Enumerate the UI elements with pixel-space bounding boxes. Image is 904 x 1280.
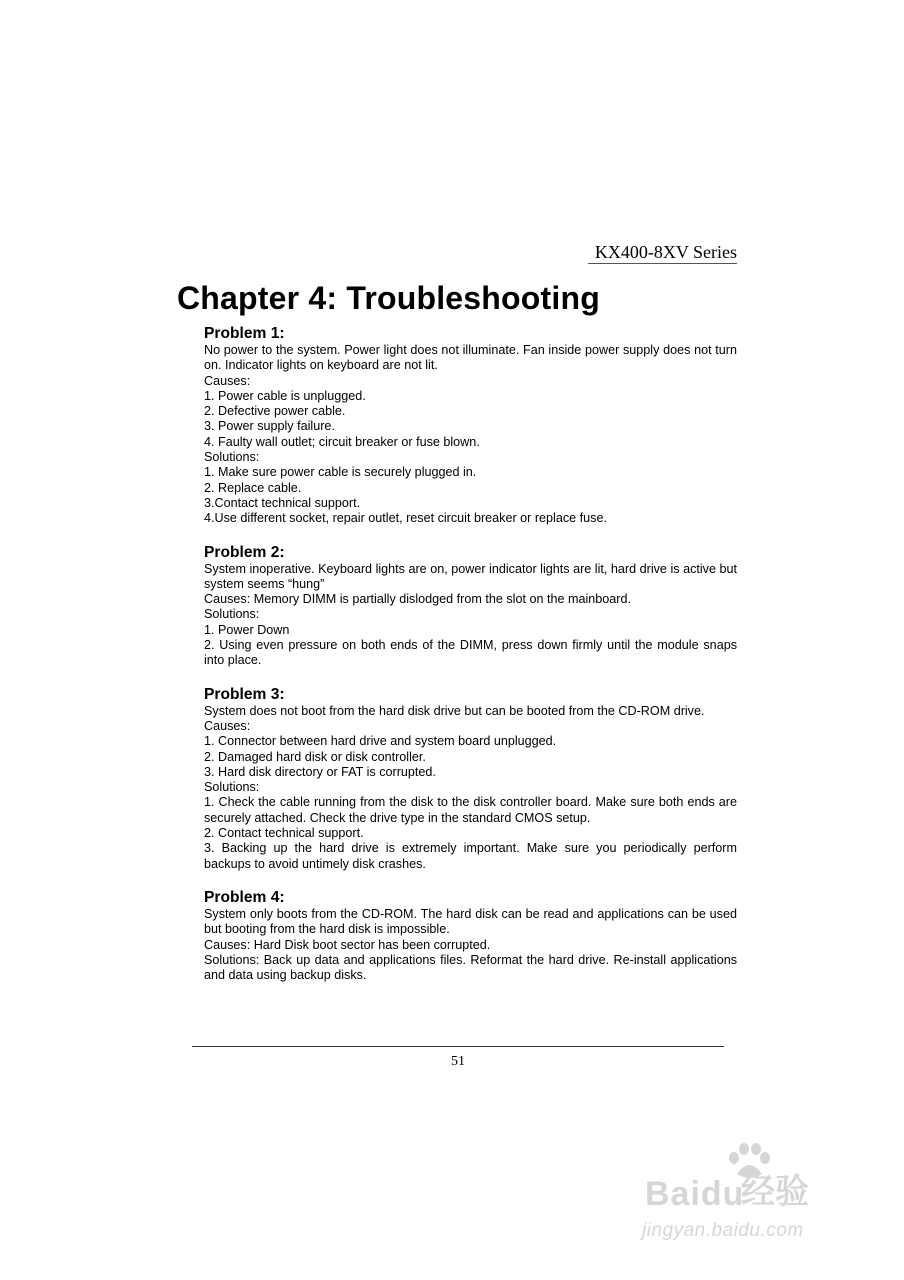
cause-item: 4. Faulty wall outlet; circuit breaker or fuse blown. xyxy=(204,434,480,449)
causes-line: Causes: Memory DIMM is partially dislodged from the slot on the mainboard. xyxy=(204,592,631,607)
watermark-url: jingyan.baidu.com xyxy=(642,1220,804,1241)
causes-line: Causes: Hard Disk boot sector has been corrupted. xyxy=(204,937,491,952)
problem-1 xyxy=(204,325,737,527)
watermark-product: 经验 xyxy=(741,1173,809,1211)
solutions-label: Solutions: xyxy=(204,450,260,465)
series-header: KX400-8XV Series xyxy=(588,241,737,264)
cause-item: 1. Connector between hard drive and system board unplugged. xyxy=(204,734,557,749)
cause-item: 1. Power cable is unplugged. xyxy=(204,388,366,403)
problem-title: Problem 2: xyxy=(204,543,285,561)
solution-item: 1. Make sure power cable is securely plugged in. xyxy=(204,465,477,480)
watermark-logo-row xyxy=(645,1170,860,1218)
causes-list xyxy=(204,734,737,780)
solution-item: 2. Replace cable. xyxy=(204,480,302,495)
problem-description: System does not boot from the hard disk drive but can be booted from the CD-ROM drive. xyxy=(204,703,705,718)
problem-title: Problem 4: xyxy=(204,888,285,906)
watermark-brand: Baidu xyxy=(645,1175,745,1213)
cause-item: 3. Power supply failure. xyxy=(204,419,335,434)
solution-item: 1. Power Down xyxy=(204,622,290,637)
solution-item: 2. Contact technical support. xyxy=(204,826,364,841)
solutions-label: Solutions: xyxy=(204,607,260,622)
chapter-title: Chapter 4: Troubleshooting xyxy=(177,280,600,316)
solutions-list xyxy=(204,795,737,871)
footer-divider xyxy=(192,1046,724,1047)
solutions-list xyxy=(204,623,737,669)
solutions-label: Solutions: xyxy=(204,780,260,795)
solution-item: 3. Backing up the hard drive is extremely important. Make sure you periodically perform backups to avoid untimely disk crashes. xyxy=(204,841,737,871)
causes-label: Causes: xyxy=(204,718,251,733)
problem-3 xyxy=(204,686,737,872)
solutions-line: Solutions: Back up data and applications files. Reformat the hard drive. Re-install applications and data using backup disks. xyxy=(204,952,737,983)
solution-item: 2. Using even pressure on both ends of the DIMM, press down firmly until the module snaps into place. xyxy=(204,638,737,668)
cause-item: 2. Defective power cable. xyxy=(204,404,346,419)
cause-item: 2. Damaged hard disk or disk controller. xyxy=(204,749,426,764)
solution-item: 4.Use different socket, repair outlet, reset circuit breaker or replace fuse. xyxy=(204,511,607,526)
problem-description: System inoperative. Keyboard lights are on, power indicator lights are lit, hard drive is active but system seems “hung” xyxy=(204,561,737,591)
problem-description: System only boots from the CD-ROM. The hard disk can be read and applications can be used but booting from the hard disk is impossible. xyxy=(204,906,737,937)
problem-title: Problem 3: xyxy=(204,685,285,703)
troubleshooting-content xyxy=(204,325,737,1000)
problem-2 xyxy=(204,544,737,669)
solutions-list xyxy=(204,465,737,526)
baidu-jingyan-watermark xyxy=(640,1142,860,1252)
solution-item: 1. Check the cable running from the disk to the disk controller board. Make sure both ends are securely attached. Check the drive type in the standard CMOS setup. xyxy=(204,795,737,825)
solution-item: 3.Contact technical support. xyxy=(204,495,361,510)
problem-title: Problem 1: xyxy=(204,325,285,342)
causes-list xyxy=(204,389,737,450)
cause-item: 3. Hard disk directory or FAT is corrupted. xyxy=(204,764,436,779)
problem-4 xyxy=(204,889,737,983)
problem-description: No power to the system. Power light does not illuminate. Fan inside power supply does not turn on. Indicator lights on keyboard are not lit. xyxy=(204,343,737,373)
causes-label: Causes: xyxy=(204,373,251,388)
page-number: 51 xyxy=(451,1054,465,1069)
